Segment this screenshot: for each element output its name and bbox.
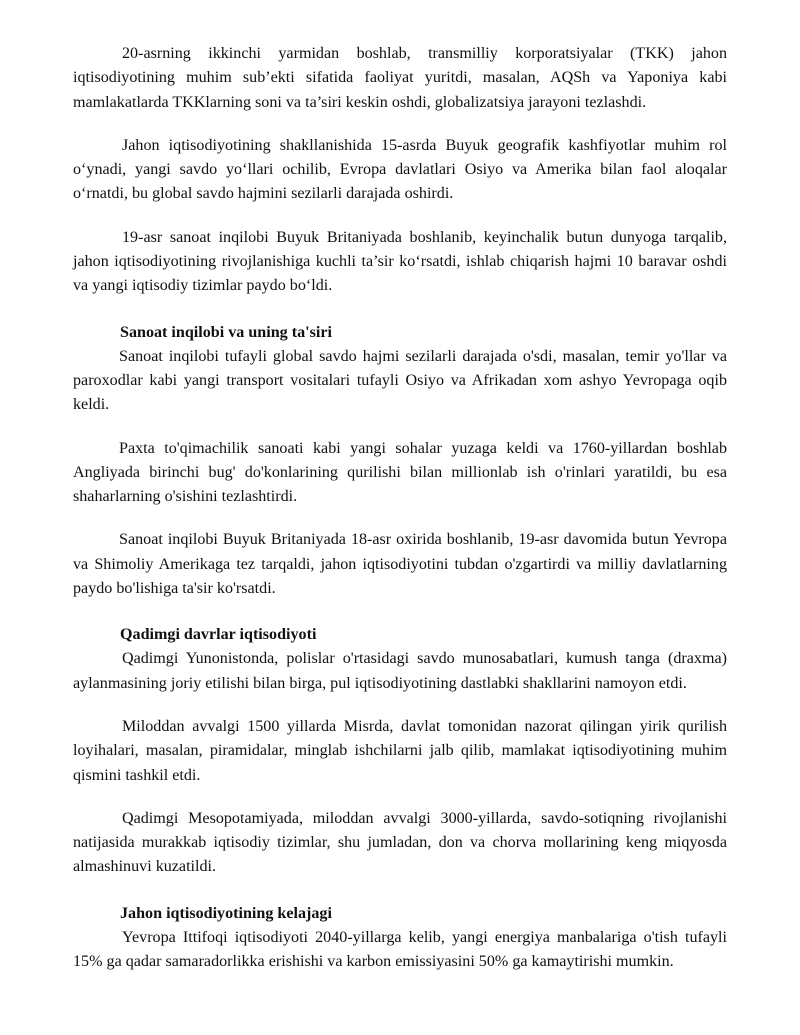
intro-paragraph-3: 19-asr sanoat inqilobi Buyuk Britaniyada boshlanib, keyinchalik butun dunyoga tarqalib, jahon iqtisodiyotining rivojlanishiga kuchli ta’sir ko‘rsatdi, ishlab chiqarish hajmi 10 baravar oshdi va yangi iqtisodiy tizimlar paydo bo‘ldi. — [73, 228, 727, 295]
section-1-paragraph-1: Sanoat inqilobi tufayli global savdo hajmi sezilarli darajada o'sdi, masalan, temir yo'llar va paroxodlar kabi yangi transport vositalari tufayli Osiyo va Afrikadan xom ashyo Yevropaga oqib keldi. — [73, 347, 727, 414]
intro-paragraph-1: 20-asrning ikkinchi yarmidan boshlab, transmilliy korporatsiyalar (TKK) jahon iqtisodiyotining muhim sub’ekti sifatida faoliyat yuritdi, masalan, AQSh va Yaponiya kabi mamlakatlarda TKKlarning soni va ta’siri keskin oshdi, globalizatsiya jarayoni tezlashdi. — [73, 45, 727, 111]
section-2-paragraph-2: Miloddan avvalgi 1500 yillarda Misrda, davlat tomonidan nazorat qilingan yirik qurilish loyihalari, masalan, piramidalar, minglab ishchilarni jalb qilib, mamlakat iqtisodiyotining muhim qismini tashkil etdi. — [73, 717, 727, 784]
section-2-paragraph-3: Qadimgi Mesopotamiyada, miloddan avvalgi 3000-yillarda, savdo-sotiqning rivojlanishi natijasida murakkab iqtisodiy tizimlar, shu jumladan, don va chorva mollarining keng miqyosda almashinuvi kuzatildi. — [73, 809, 727, 876]
document-page — [73, 42, 727, 974]
section-heading-future-economy: Jahon iqtisodiyotining kelajagi — [120, 904, 332, 922]
section-1-paragraph-2: Paxta to'qimachilik sanoati kabi yangi sohalar yuzaga keldi va 1760-yillardan boshlab Angliyada birinchi bug' do'konlarining qurilishi bilan millionlab ish o'rinlari yaratildi, bu esa shaharlarning o'sishini tezlashtirdi. — [73, 439, 727, 506]
section-2-paragraph-1: Qadimgi Yunonistonda, polislar o'rtasidagi savdo munosabatlari, kumush tanga (draxma) aylanmasining joriy etilishi bilan birga, pul iqtisodiyotining dastlabki shakllarini namoyon etdi. — [73, 650, 727, 692]
intro-paragraph-2: Jahon iqtisodiyotining shakllanishida 15-asrda Buyuk geografik kashfiyotlar muhim rol o‘ynadi, yangi savdo yo‘llari ochilib, Evropa davlatlari Osiyo va Amerika bilan faol aloqalar o‘rnatdi, bu global savdo hajmini sezilarli darajada oshirdi. — [73, 136, 727, 203]
section-heading-ancient-economy: Qadimgi davrlar iqtisodiyoti — [120, 626, 317, 644]
section-1-paragraph-3: Sanoat inqilobi Buyuk Britaniyada 18-asr oxirida boshlanib, 19-asr davomida butun Yevropa va Shimoliy Amerikaga tez tarqaldi, jahon iqtisodiyotini tubdan o'zgartirdi va milliy davlatlarning paydo bo'lishiga ta'sir ko'rsatdi. — [73, 531, 727, 598]
section-3-paragraph-1: Yevropa Ittifoqi iqtisodiyoti 2040-yillarga kelib, yangi energiya manbalariga o'tish tufayli 15% ga qadar samaradorlikka erishishi va karbon emissiyasini 50% ga kamaytirishi mumkin. — [73, 928, 727, 971]
section-heading-industrial-revolution: Sanoat inqilobi va uning ta'siri — [120, 323, 332, 341]
